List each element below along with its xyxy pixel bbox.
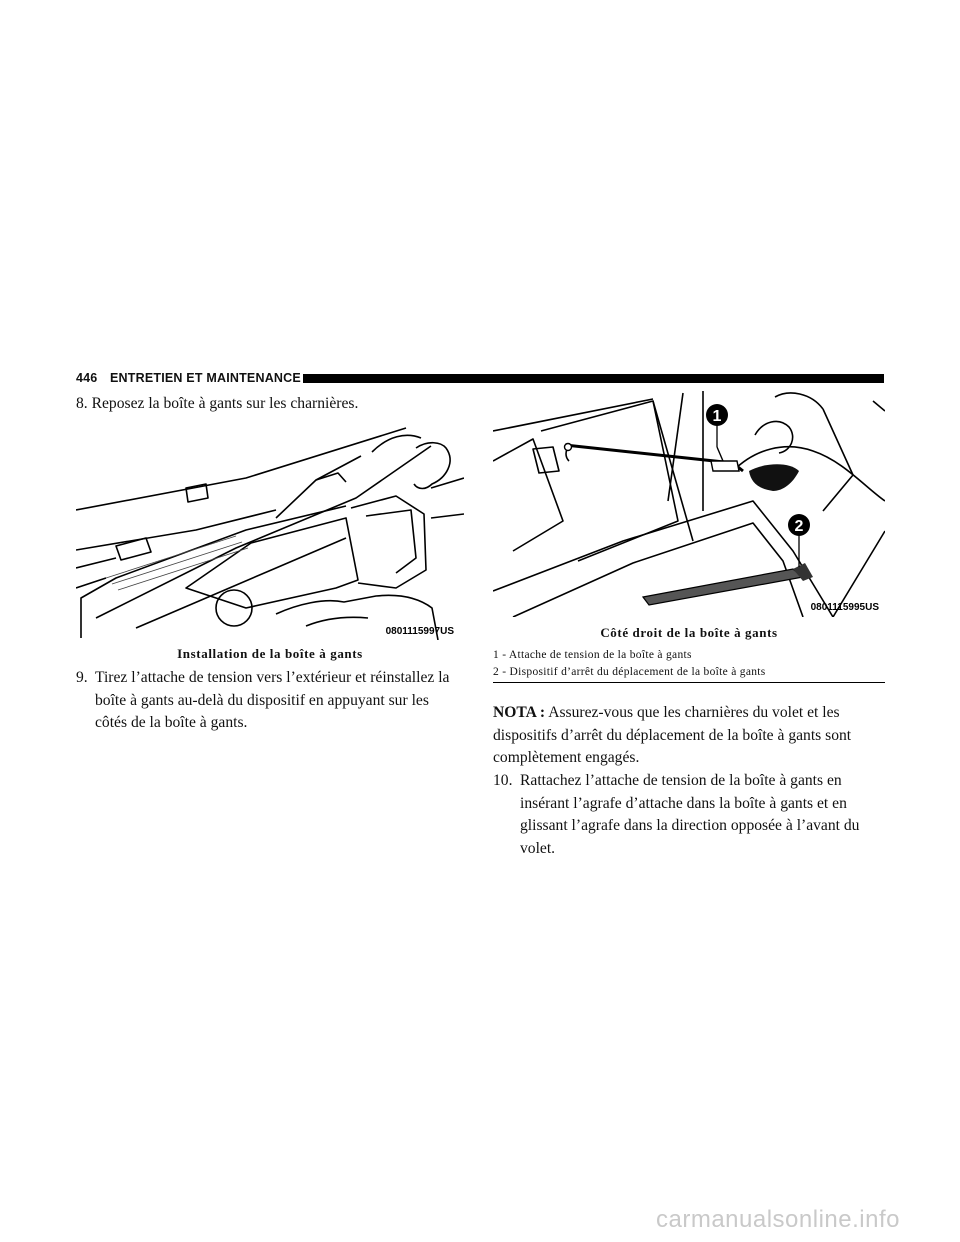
- step-9-line1: Tirez l’attache de tension vers l’extérieur et réinstallez la: [95, 669, 450, 686]
- step-10: [493, 770, 885, 860]
- callout-2: 2: [794, 518, 804, 535]
- step-9-line2: boîte à gants au-delà du dispositif en appuyant sur les: [95, 691, 429, 709]
- glovebox-right-side-illustration: [493, 391, 885, 617]
- page-number: 446: [76, 371, 98, 385]
- note-line1-text: Assurez-vous que les charnières du volet et les: [548, 704, 840, 721]
- step-10-line2: insérant l’agrafe d’attache dans la boîte à gants et en: [520, 794, 847, 812]
- figure-right-caption: Côté droit de la boîte à gants: [600, 625, 778, 640]
- figure-right-code: 0801115995US: [810, 602, 879, 613]
- callout-1: 1: [712, 408, 722, 425]
- figure-left-caption: Installation de la boîte à gants: [177, 646, 363, 661]
- section-title: ENTRETIEN ET MAINTENANCE: [110, 371, 301, 385]
- note-line2: dispositifs d’arrêt du déplacement de la boîte à gants sont: [493, 726, 852, 744]
- step-8: [76, 393, 466, 416]
- step-9-line3: côtés de la boîte à gants.: [95, 714, 248, 731]
- step-10-line4: volet.: [520, 839, 556, 857]
- figure-left-code: 0801115997US: [385, 626, 454, 637]
- step-10-number: 10.: [493, 772, 513, 789]
- note-label: NOTA :: [493, 704, 546, 721]
- step-10-line1: Rattachez l’attache de tension de la boîte à gants en: [520, 772, 842, 789]
- figure-right-legend-2: 2 - Dispositif d’arrêt du déplacement de la boîte à gants: [493, 666, 766, 678]
- figure-right-legend-1: 1 - Attache de tension de la boîte à gants: [493, 649, 692, 661]
- watermark: carmanualsonline.info: [656, 1206, 900, 1233]
- legend-rule: [493, 682, 885, 683]
- note: [493, 702, 885, 770]
- step-8-text: Reposez la boîte à gants sur les charnières.: [91, 395, 359, 412]
- figure-glovebox-installation: [76, 418, 464, 640]
- page-header: [76, 369, 884, 387]
- header-rule: [303, 374, 884, 383]
- note-line1: [493, 702, 885, 725]
- figure-glovebox-right-side: [493, 391, 885, 617]
- note-line3: complètement engagés.: [493, 749, 640, 766]
- step-9-number: 9.: [76, 669, 88, 686]
- step-8-number: 8.: [76, 395, 88, 412]
- glovebox-installation-illustration: [76, 418, 464, 640]
- step-10-line3: glissant l’agrafe dans la direction opposée à l’avant du: [520, 817, 860, 834]
- step-9: [76, 667, 464, 735]
